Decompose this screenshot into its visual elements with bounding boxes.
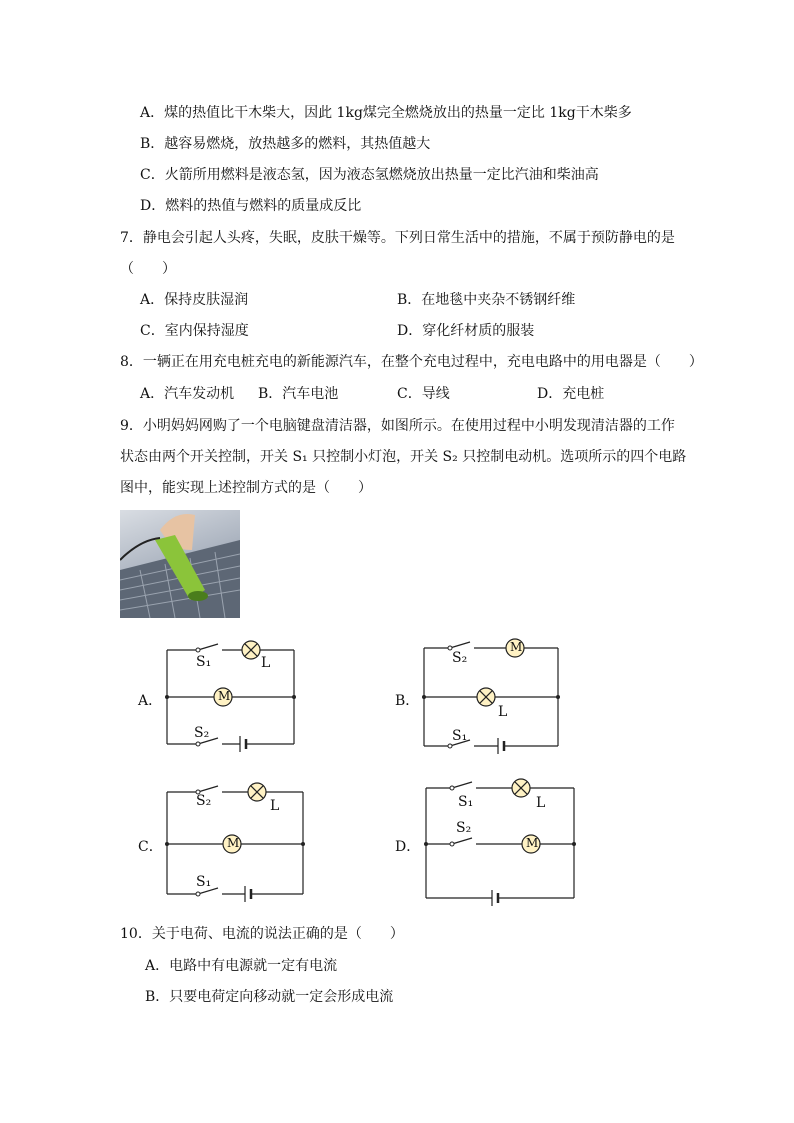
circuit-c-lamp-label: L (270, 798, 280, 814)
circuit-c-motor-label: M (227, 836, 240, 850)
q8-stem: 8．一辆正在用充电桩充电的新能源汽车，在整个充电过程中，充电电路中的用电器是（ ） (120, 354, 703, 370)
q9-stem-line2: 状态由两个开关控制，开关 S₁ 只控制小灯泡，开关 S₂ 只控制电动机。选项所示的四个电路 (120, 449, 687, 465)
circuit-b-lamp-label: L (498, 704, 508, 720)
circuit-a-s1-label: S₁ (196, 654, 212, 670)
circuit-a-label: A． (138, 693, 163, 709)
circuit-d-motor-label: M (526, 836, 539, 850)
circuit-a (167, 641, 294, 752)
circuit-a-motor-label: M (218, 689, 231, 703)
q7-option-a: A．保持皮肤湿润 (140, 292, 249, 308)
q6-option-b: B．越容易燃烧，放热越多的燃料，其热值越大 (140, 136, 431, 152)
q6-option-d: D．燃料的热值与燃料的质量成反比 (140, 198, 362, 214)
q8-option-c: C．导线 (397, 386, 450, 402)
circuit-c-s2-label: S₂ (196, 793, 212, 809)
q6-option-c: C．火箭所用燃料是液态氢，因为液态氢燃烧放出热量一定比汽油和柴油高 (140, 167, 599, 183)
circuit-b-s2-label: S₂ (452, 650, 468, 666)
q9-stem-line3: 图中，能实现上述控制方式的是（ ） (120, 480, 372, 496)
q8-option-d: D．充电桩 (537, 386, 605, 402)
circuit-c-s1-label: S₁ (196, 874, 212, 890)
q10-option-b: B．只要电荷定向移动就一定会形成电流 (145, 989, 394, 1005)
circuit-b-s1-label: S₁ (452, 728, 468, 744)
circuit-b-label: B． (395, 693, 420, 709)
q7-option-d: D．穿化纤材质的服装 (397, 323, 535, 339)
circuit-a-s2-label: S₂ (194, 725, 210, 741)
circuit-d (426, 779, 574, 906)
q8-option-b: B．汽车电池 (258, 386, 339, 402)
q7-option-b: B．在地毯中夹杂不锈钢纤维 (397, 292, 576, 308)
q7-stem-brackets: （ ） (120, 261, 176, 277)
circuit-d-s1-label: S₁ (458, 794, 474, 810)
q9-stem-line1: 9．小明妈妈网购了一个电脑键盘清洁器，如图所示。在使用过程中小明发现清洁器的工作 (120, 418, 675, 434)
circuit-b (424, 639, 558, 754)
circuit-d-lamp-label: L (536, 795, 546, 811)
circuit-d-s2-label: S₂ (456, 820, 472, 836)
q6-option-a: A．煤的热值比干木柴大，因此 1kg煤完全燃烧放出的热量一定比 1kg干木柴多 (140, 105, 632, 121)
q10-option-a: A．电路中有电源就一定有电流 (145, 958, 338, 974)
circuit-b-motor-label: M (510, 640, 523, 654)
q7-option-c: C．室内保持湿度 (140, 323, 249, 339)
q10-stem: 10．关于电荷、电流的说法正确的是（ ） (120, 926, 404, 942)
q8-option-a: A．汽车发动机 (140, 386, 235, 402)
circuit-a-lamp-label: L (261, 655, 271, 671)
circuit-c-label: C． (138, 839, 163, 855)
circuit-d-label: D． (395, 839, 421, 855)
q7-stem: 7．静电会引起人头疼，失眠，皮肤干燥等。下列日常生活中的措施，不属于预防静电的是 (120, 230, 675, 246)
keyboard-cleaner-photo (120, 510, 240, 618)
